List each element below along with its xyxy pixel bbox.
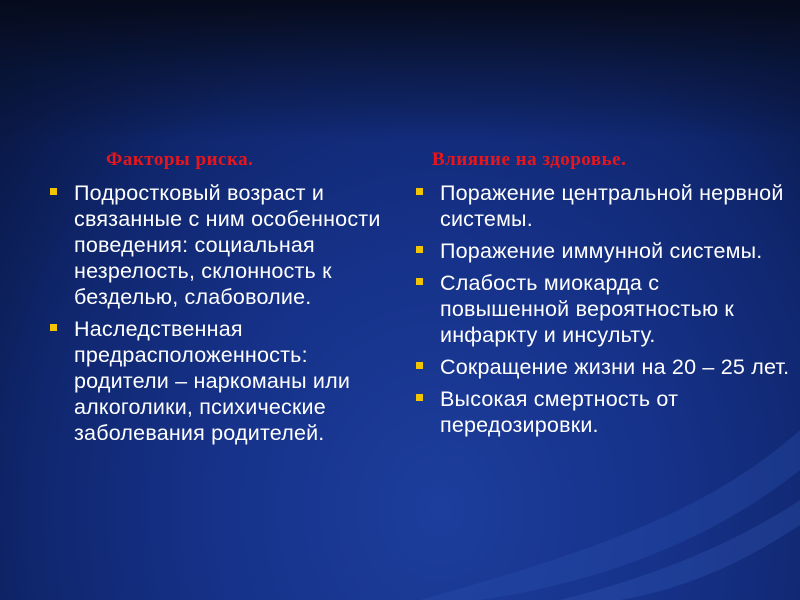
risk-factors-column: [48, 146, 398, 452]
list-item: [414, 386, 794, 438]
list-item: [48, 316, 398, 446]
list-item: [48, 180, 398, 310]
bullet-icon: [416, 394, 423, 401]
bullet-icon: [416, 246, 423, 253]
health-impact-heading: Влияние на здоровье.: [432, 149, 627, 170]
list-item: [414, 354, 794, 380]
list-item-text: Подростковый возраст и связанные с ним особенности поведения: социальная незрелость, склонность к безделью, слабоволие.: [74, 181, 381, 309]
bullet-icon: [416, 188, 423, 195]
bullet-icon: [416, 278, 423, 285]
list-item: [414, 180, 794, 232]
list-item-text: Высокая смертность от передозировки.: [440, 387, 679, 437]
list-item-text: Слабость миокарда с повышенной вероятностью к инфаркту и инсульту.: [440, 271, 735, 347]
swoosh-band-1: [420, 430, 800, 600]
list-item: [414, 270, 794, 348]
bullet-icon: [416, 362, 423, 369]
bullet-icon: [50, 324, 57, 331]
list-item-text: Поражение центральной нервной системы.: [440, 181, 784, 231]
list-item: [414, 238, 794, 264]
health-impact-list: [414, 180, 794, 438]
bullet-icon: [50, 188, 57, 195]
list-item-text: Поражение иммунной системы.: [440, 239, 763, 263]
risk-factors-heading: Факторы риска.: [106, 149, 254, 170]
risk-factors-list: [48, 180, 398, 446]
list-item-text: Сокращение жизни на 20 – 25 лет.: [440, 355, 790, 379]
health-impact-column: [414, 146, 794, 444]
list-item-text: Наследственная предрасположенность: родители – наркоманы или алкоголики, психические заболевания родителей.: [74, 317, 351, 445]
